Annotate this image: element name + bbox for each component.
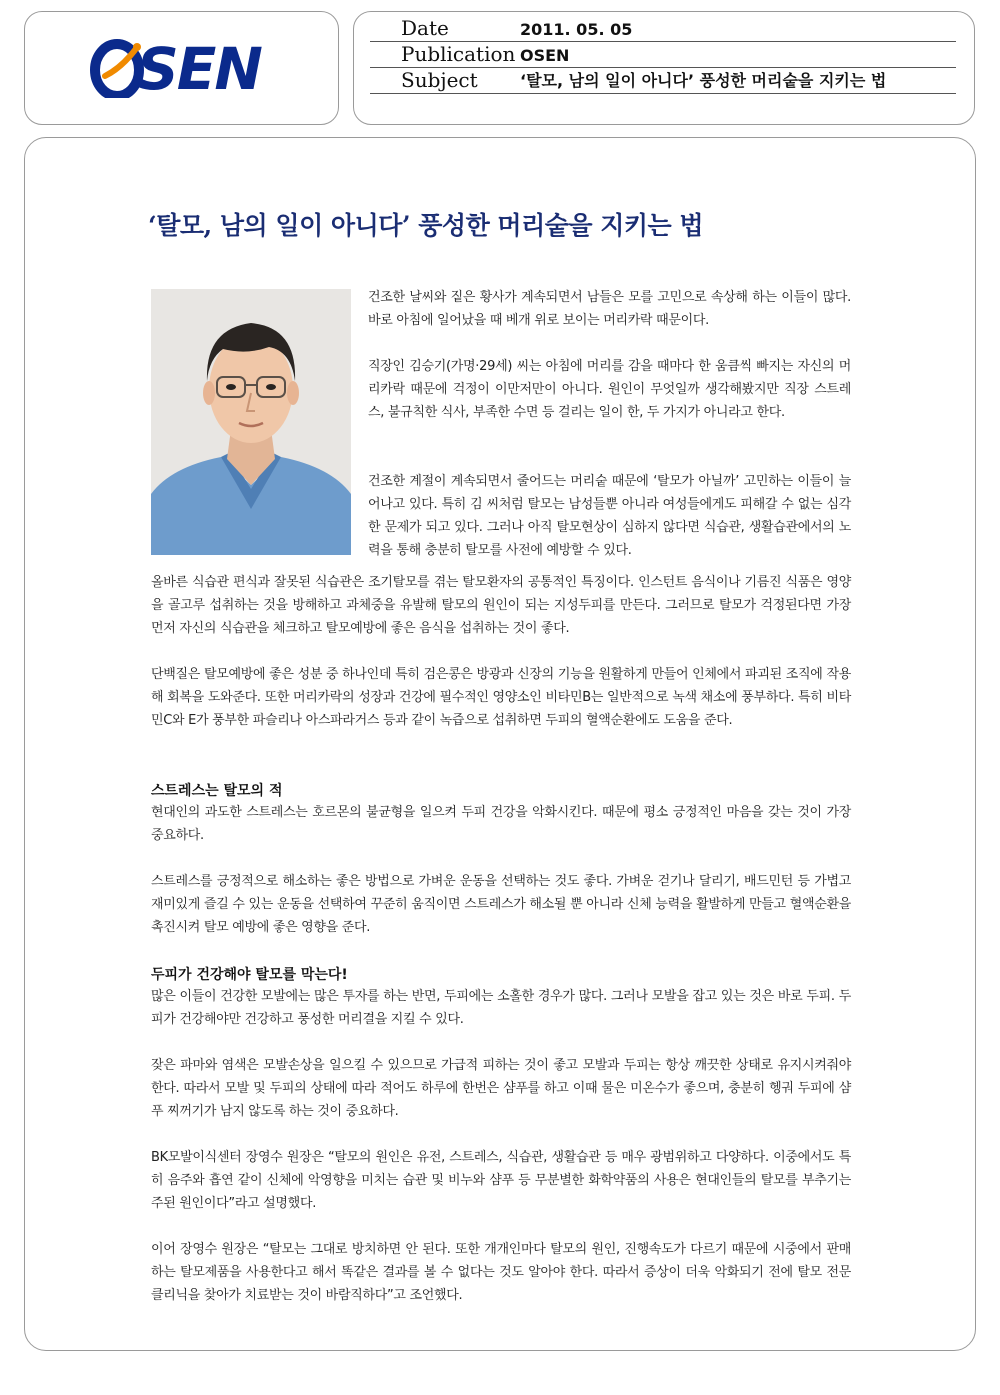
section-subhead: 두피가 건강해야 탈모를 막는다!	[151, 967, 348, 983]
metadata-panel	[353, 11, 975, 125]
article-paragraph: 잦은 파마와 염색은 모발손상을 일으킬 수 있으므로 가급적 피하는 것이 좋고 모발과 두피는 항상 깨끗한 상태로 유지시켜줘야 한다. 따라서 모발 및 두피의 상태에 따라 적어도 하루에 한번은 샴푸를 하고 이때 물은 미온수가 좋으며, 충분히 헹궈 두피에 샴푸 찌꺼기가 남지 않도록 하는 것이 중요하다.	[151, 1058, 851, 1119]
meta-row-subject	[370, 68, 956, 94]
meta-label: Publication	[401, 42, 516, 66]
article-paragraph: 스트레스를 긍정적으로 해소하는 좋은 방법으로 가벼운 운동을 선택하는 것도 좋다. 가벼운 걷기나 달리기, 배드민턴 등 가볍고 재미있게 즐길 수 있는 운동을 선택하여 꾸준히 움직이면 스트레스가 해소될 뿐 아니라 신체 능력을 활발하게 만들고 혈액순환을 촉진시켜 탈모 예방에 좋은 영향을 준다.	[151, 874, 851, 935]
meta-row-date	[370, 16, 956, 42]
article-paragraph: 건조한 계절이 계속되면서 줄어드는 머리숱 때문에 ‘탈모가 아닐까’ 고민하는 이들이 늘어나고 있다. 특히 김 씨처럼 탈모는 남성들뿐 아니라 여성들에게도 피해갈 수 없는 심각한 문제가 되고 있다. 그러나 아직 탈모현상이 심하지 않다면 식습관, 생활습관에서의 노력을 통해 충분히 탈모를 사전에 예방할 수 있다.	[368, 474, 851, 558]
osen-logo	[87, 34, 287, 104]
article-paragraph: 올바른 식습관 편식과 잘못된 식습관은 조기탈모를 겪는 탈모환자의 공통적인 특징이다. 인스턴트 음식이나 기름진 식품은 영양을 골고루 섭취하는 것을 방해하고 과체중을 유발해 탈모의 원인이 되는 지성두피를 만든다. 그러므로 탈모가 걱정된다면 가장 먼저 자신의 식습관을 체크하고 탈모예방에 좋은 음식을 섭취하는 것이 좋다.	[151, 575, 851, 636]
meta-value: 2011. 05. 05	[520, 20, 633, 39]
article-paragraph: 현대인의 과도한 스트레스는 호르몬의 불균형을 일으켜 두피 건강을 악화시킨다. 때문에 평소 긍정적인 마음을 갖는 것이 가장 중요하다.	[151, 805, 851, 843]
doctor-photo	[151, 289, 351, 555]
article-paragraph: 직장인 김승기(가명·29세) 씨는 아침에 머리를 감을 때마다 한 움큼씩 빠지는 자신의 머리카락 때문에 걱정이 이만저만이 아니다. 원인이 무엇일까 생각해봤지만 직장 스트레스, 불규칙한 식사, 부족한 수면 등 걸리는 일이 한, 두 가지가 아니라고 한다.	[368, 359, 851, 420]
article-paragraph: 단백질은 탈모예방에 좋은 성분 중 하나인데 특히 검은콩은 방광과 신장의 기능을 원활하게 만들어 인체에서 파괴된 조직에 작용해 회복을 도와준다. 또한 머리카락의 성장과 건강에 필수적인 영양소인 비타민B는 일반적으로 녹색 채소에 풍부하다. 특히 비타민C와 E가 풍부한 파슬리나 아스파라거스 등과 같이 녹즙으로 섭취하면 두피의 혈액순환에도 도움을 준다.	[151, 667, 851, 728]
meta-label: Subject	[401, 68, 478, 92]
logo-panel	[24, 11, 339, 125]
meta-value: OSEN	[520, 46, 570, 65]
article-paragraph: 건조한 날씨와 짙은 황사가 계속되면서 남들은 모를 고민으로 속상해 하는 이들이 많다. 바로 아침에 일어났을 때 베개 위로 보이는 머리카락 때문이다.	[368, 290, 851, 328]
meta-row-publication	[370, 42, 956, 68]
article-headline: ‘탈모, 남의 일이 아니다’ 풍성한 머리숱을 지키는 법	[148, 211, 704, 240]
section-subhead: 스트레스는 탈모의 적	[151, 783, 283, 799]
doctor-portrait-icon	[151, 289, 351, 555]
logo-text: SEN	[137, 35, 261, 103]
meta-value: ‘탈모, 남의 일이 아니다’ 풍성한 머리숱을 지키는 법	[520, 71, 887, 90]
meta-label: Date	[401, 16, 449, 40]
article-paragraph: BK모발이식센터 장영수 원장은 “탈모의 원인은 유전, 스트레스, 식습관, 생활습관 등 매우 광범위하고 다양하다. 이중에서도 특히 음주와 흡연 같이 신체에 악영향을 미치는 습관 및 비누와 샴푸 등 무분별한 화학약품의 사용은 현대인들의 탈모를 부추기는 주된 원인이다”라고 설명했다.	[151, 1150, 851, 1211]
article-paragraph: 이어 장영수 원장은 “탈모는 그대로 방치하면 안 된다. 또한 개개인마다 탈모의 원인, 진행속도가 다르기 때문에 시중에서 판매하는 탈모제품을 사용한다고 해서 똑같은 결과를 볼 수 없다는 것도 알아야 한다. 따라서 증상이 더욱 악화되기 전에 탈모 전문 클리닉을 찾아가 치료받는 것이 바람직하다”고 조언했다.	[151, 1242, 851, 1303]
article-paragraph: 많은 이들이 건강한 모발에는 많은 투자를 하는 반면, 두피에는 소홀한 경우가 많다. 그러나 모발을 잡고 있는 것은 바로 두피. 두피가 건강해야만 건강하고 풍성한 머리결을 지킬 수 있다.	[151, 989, 851, 1027]
